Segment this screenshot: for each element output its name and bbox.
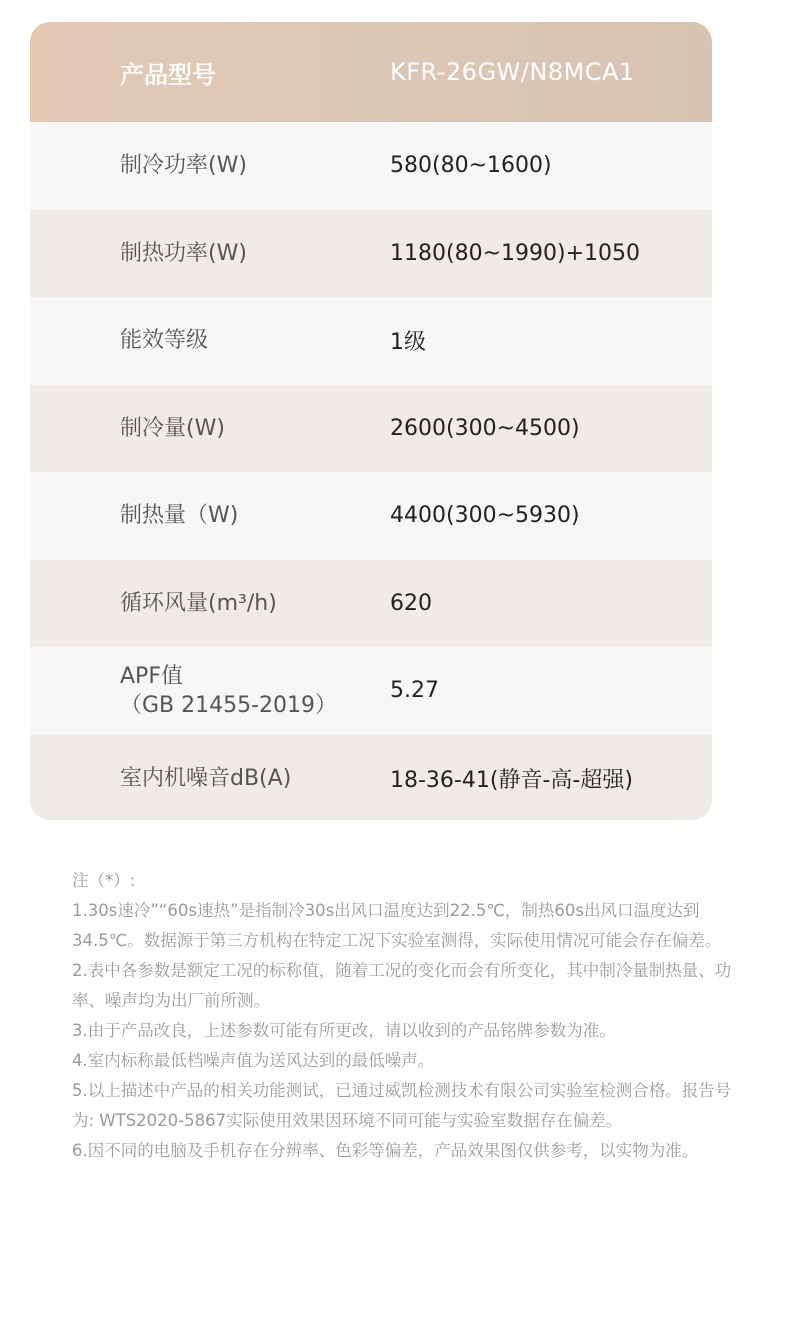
spec-row-energy-grade xyxy=(30,297,712,385)
spec-header-row xyxy=(30,22,712,122)
spec-label: 循环风量(m³/h) xyxy=(120,590,277,616)
footnotes xyxy=(72,866,732,1166)
spec-label: 制热量（W) xyxy=(120,503,239,529)
footnote-item: 5.以上描述中产品的相关功能测试，已通过威凯检测技术有限公司实验室检测合格。报告号为: WTS2020-5867实际使用效果因环境不同可能与实验室数据存在偏差。 xyxy=(72,1081,732,1130)
footnote-item: 2.表中各参数是额定工况的标称值，随着工况的变化而会有所变化，其中制冷量制热量、功率、噪声均为出厂前所测。 xyxy=(72,961,732,1010)
spec-value: 5.27 xyxy=(390,678,439,704)
spec-label: 制冷量(W) xyxy=(120,415,225,441)
spec-value: 2600(300~4500) xyxy=(390,415,580,441)
spec-row-cooling-capacity xyxy=(30,385,712,473)
spec-label: 制冷功率(W) xyxy=(120,153,247,179)
spec-label: 制热功率(W) xyxy=(120,240,247,266)
footnote-item: 1.30s速冷”“60s速热”是指制冷30s出风口温度达到22.5℃，制热60s出风口温度达到34.5℃。数据源于第三方机构在特定工况下实验室测得，实际使用情况可能会存在偏差。 xyxy=(72,901,722,950)
spec-value: 1级 xyxy=(390,330,426,356)
spec-value: 1180(80~1990)+1050 xyxy=(390,240,640,266)
spec-row-cooling-power xyxy=(30,122,712,210)
spec-value: 4400(300~5930) xyxy=(390,503,580,529)
spec-row-airflow xyxy=(30,560,712,648)
spec-label: 能效等级 xyxy=(120,328,209,354)
spec-header-label: 产品型号 xyxy=(120,60,216,89)
footnotes-title: 注（*）: xyxy=(72,871,136,890)
footnote-item: 4.室内标称最低档噪声值为送风达到的最低噪声。 xyxy=(72,1051,435,1070)
footnote-item: 3.由于产品改良，上述参数可能有所更改，请以收到的产品铭牌参数为准。 xyxy=(72,1021,616,1040)
spec-row-apf xyxy=(30,647,712,735)
spec-header-value: KFR-26GW/N8MCA1 xyxy=(390,58,635,86)
spec-value: 580(80~1600) xyxy=(390,153,552,179)
spec-value: 620 xyxy=(390,590,432,616)
spec-label-standard: （GB 21455-2019） xyxy=(120,692,338,718)
spec-row-heating-capacity xyxy=(30,472,712,560)
spec-label: 室内机噪音dB(A) xyxy=(120,765,292,791)
spec-table xyxy=(30,22,712,820)
spec-label: APF值 xyxy=(120,663,183,689)
spec-row-heating-power xyxy=(30,210,712,298)
spec-label-apf xyxy=(120,662,337,720)
spec-row-noise xyxy=(30,735,712,821)
footnote-item: 6.因不同的电脑及手机存在分辨率、色彩等偏差，产品效果图仅供参考，以实物为准。 xyxy=(72,1141,699,1160)
spec-value: 18-36-41(静音-高-超强) xyxy=(390,767,633,793)
